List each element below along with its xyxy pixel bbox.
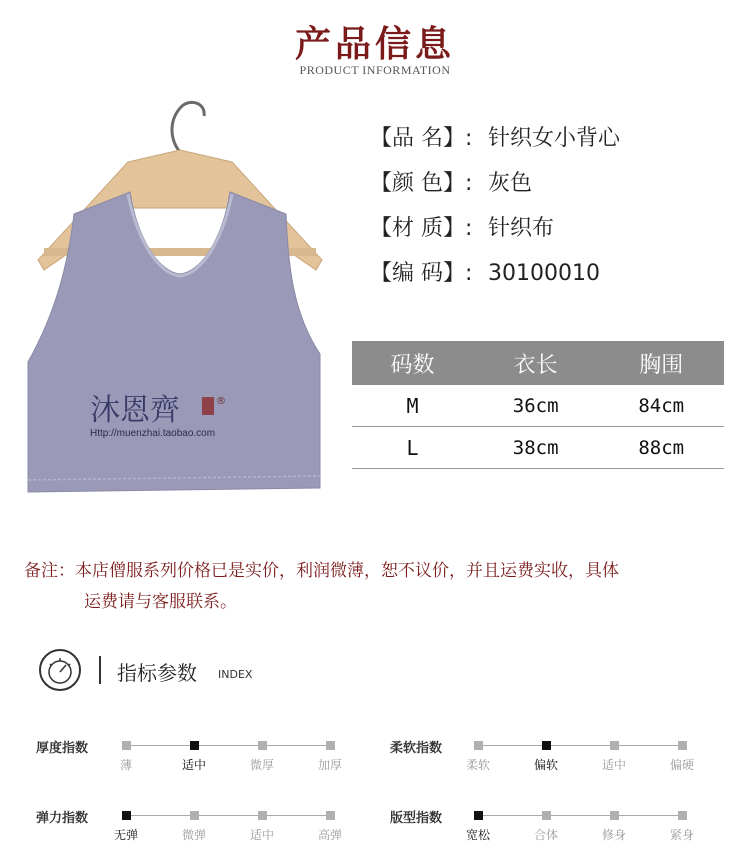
info-row-color <box>370 169 532 199</box>
column-header-bust: 胸围 <box>598 341 724 385</box>
column-header-length: 衣长 <box>473 341 599 385</box>
note-line-1: 备注：本店僧服系列价格已是实价，利润微薄，恕不议价，并且运费实收，具体 <box>24 561 619 581</box>
scale-marker <box>542 741 551 750</box>
scale-track <box>126 745 330 746</box>
info-value: 针织布 <box>488 216 555 241</box>
scale-marker <box>326 741 335 750</box>
cell-size: L <box>352 427 473 469</box>
scale-marker <box>542 811 551 820</box>
scale-option-label: 适中 <box>249 828 274 842</box>
cell-length: 36cm <box>473 385 599 427</box>
info-row-code <box>370 259 600 289</box>
index-subtitle: INDEX <box>218 668 253 681</box>
info-row-material <box>370 214 554 244</box>
scale-label-thickness: 厚度指数 <box>36 741 89 756</box>
scale-label-softness: 柔软指数 <box>390 741 443 756</box>
scale-track <box>478 815 682 816</box>
note-line-2: 运费请与客服联系。 <box>84 592 237 612</box>
page-subtitle: PRODUCT INFORMATION <box>299 63 451 77</box>
scale-option-label: 微厚 <box>249 758 274 772</box>
scale-marker <box>474 741 483 750</box>
scale-marker <box>122 811 131 820</box>
scale-marker <box>326 811 335 820</box>
cell-bust: 84cm <box>598 385 724 427</box>
svg-text:®: ® <box>216 396 226 407</box>
cell-length: 38cm <box>473 427 599 469</box>
page-title: 产品信息 <box>294 23 455 65</box>
watermark-brand: 沐恩齊 <box>90 393 180 428</box>
info-row-name <box>370 124 620 154</box>
scale-option-label: 修身 <box>601 828 626 842</box>
scale-marker <box>258 741 267 750</box>
scale-marker <box>610 741 619 750</box>
info-label: 【品 名】: <box>370 126 473 151</box>
scale-option-label: 微弹 <box>181 828 206 842</box>
vest-on-hanger-illustration <box>20 92 340 512</box>
scale-marker <box>190 741 199 750</box>
scale-option-label: 适中 <box>181 758 206 772</box>
scale-marker <box>678 811 687 820</box>
scale-label-elasticity: 弹力指数 <box>36 811 89 826</box>
scale-marker <box>610 811 619 820</box>
scale-label-fit: 版型指数 <box>390 811 443 826</box>
index-title: 指标参数 <box>117 661 197 685</box>
scale-thickness <box>119 738 342 778</box>
info-value: 针织女小背心 <box>488 126 621 151</box>
scale-option-label: 柔软 <box>465 758 490 772</box>
info-value: 灰色 <box>488 171 533 196</box>
scale-option-label: 合体 <box>533 828 558 842</box>
scale-marker <box>190 811 199 820</box>
scale-track <box>478 745 682 746</box>
scale-option-label: 薄 <box>119 758 132 772</box>
info-value: 30100010 <box>488 261 600 286</box>
scale-softness <box>465 738 694 778</box>
scale-marker <box>122 741 131 750</box>
scale-marker <box>678 741 687 750</box>
scale-option-label: 无弹 <box>113 828 138 842</box>
product-image <box>20 92 340 512</box>
info-label: 【材 质】: <box>370 216 473 241</box>
table-row <box>352 427 724 469</box>
scale-option-label: 加厚 <box>317 758 342 772</box>
scale-marker <box>258 811 267 820</box>
scale-option-label: 高弹 <box>317 828 342 842</box>
scale-option-label: 适中 <box>601 758 626 772</box>
watermark-url: Http://muenzhai.taobao.com <box>90 428 216 439</box>
size-table-header-row <box>352 341 724 385</box>
gauge-icon <box>38 648 82 692</box>
cell-bust: 88cm <box>598 427 724 469</box>
column-header-size: 码数 <box>352 341 473 385</box>
scale-marker <box>474 811 483 820</box>
scale-fit <box>465 808 694 848</box>
scale-option-label: 宽松 <box>465 828 490 842</box>
info-label: 【编 码】: <box>370 261 473 286</box>
scale-elasticity <box>113 808 342 848</box>
index-divider <box>99 656 101 684</box>
cell-size: M <box>352 385 473 427</box>
scale-option-label: 紧身 <box>669 828 694 842</box>
scale-track <box>126 815 330 816</box>
table-row <box>352 385 724 427</box>
size-table <box>352 341 724 469</box>
scale-option-label: 偏硬 <box>669 758 694 772</box>
note <box>24 556 729 618</box>
scale-option-label: 偏软 <box>533 758 558 772</box>
info-label: 【颜 色】: <box>370 171 473 196</box>
